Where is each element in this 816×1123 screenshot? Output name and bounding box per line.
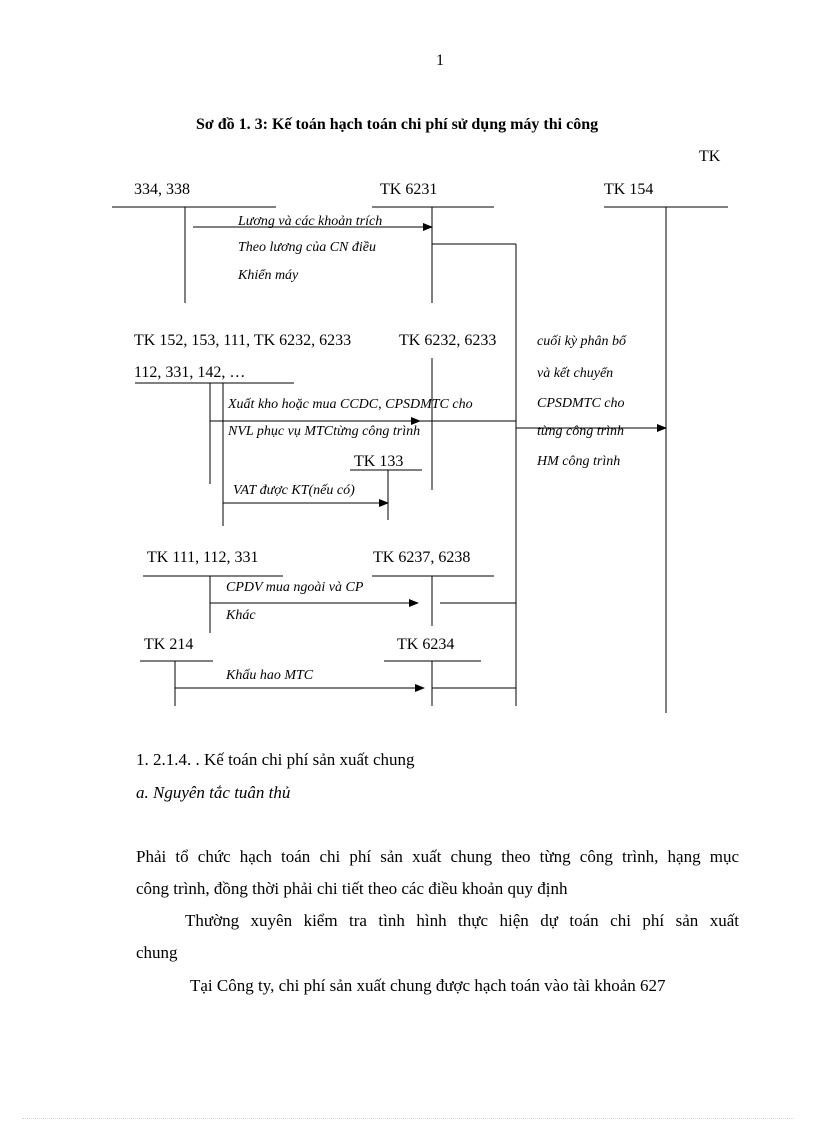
note-cuoi-ky-1: cuối kỳ phân bổ <box>537 334 627 349</box>
label-tk-154: TK 154 <box>604 181 654 198</box>
note-cuoi-ky-3: CPSDMTC cho <box>537 396 625 411</box>
paragraph-1-line-2: công trình, đồng thời phải chi tiết theo các điều khoản quy định <box>136 879 568 898</box>
label-tk-6232: TK 6232, 6233 <box>399 332 497 349</box>
label-tk-152: TK 152, 153, 111, TK 6232, 6233 <box>134 332 352 349</box>
paragraph-1-line-1: Phải tổ chức hạch toán chi phí sản xuất chung theo từng công trình, hạng mục <box>136 847 739 866</box>
note-luong-3: Khiển máy <box>238 268 299 283</box>
label-tk-214: TK 214 <box>144 636 194 653</box>
label-tk-112: 112, 331, 142, … <box>134 364 246 381</box>
label-tk-6234: TK 6234 <box>397 636 455 653</box>
diagram-title: Sơ đồ 1. 3: Kế toán hạch toán chi phí sử dụng máy thi công <box>196 116 599 133</box>
page-bottom-rule <box>22 1118 794 1119</box>
note-vat: VAT được KT(nếu có) <box>233 483 355 498</box>
note-cpdv-1: CPDV mua ngoài và CP <box>226 580 364 595</box>
label-tk-133: TK 133 <box>354 453 404 470</box>
paragraph-2-line-1: Thường xuyên kiểm tra tình hình thực hiện dự toán chi phí sản xuất <box>185 911 739 930</box>
page-number: 1 <box>436 52 444 69</box>
note-luong-2: Theo lương của CN điều <box>238 240 376 255</box>
label-tk-111: TK 111, 112, 331 <box>147 549 259 566</box>
label-tk-334: 334, 338 <box>134 181 190 198</box>
note-cpdv-2: Khác <box>226 608 256 623</box>
note-cuoi-ky-4: từng công trình <box>537 424 624 439</box>
subheading: a. Nguyên tắc tuân thủ <box>136 783 291 802</box>
paragraph-2-line-2: chung <box>136 943 178 962</box>
label-tk-top: TK <box>699 148 721 165</box>
note-khau-hao: Khấu hao MTC <box>226 668 314 683</box>
note-xuat-kho-2: NVL phục vụ MTCtừng công trình <box>228 424 421 439</box>
section-heading: 1. 2.1.4. . Kế toán chi phí sản xuất chung <box>136 750 415 769</box>
note-xuat-kho-1: Xuất kho hoặc mua CCDC, CPSDMTC cho <box>228 397 473 412</box>
label-tk-6231: TK 6231 <box>380 181 438 198</box>
note-luong-1: Lương và các khoản trích <box>238 214 383 229</box>
note-cuoi-ky-2: và kết chuyển <box>537 366 614 381</box>
note-cuoi-ky-5: HM công trình <box>537 454 621 469</box>
paragraph-3: Tại Công ty, chi phí sản xuất chung được hạch toán vào tài khoản 627 <box>190 976 666 995</box>
label-tk-6237: TK 6237, 6238 <box>373 549 471 566</box>
